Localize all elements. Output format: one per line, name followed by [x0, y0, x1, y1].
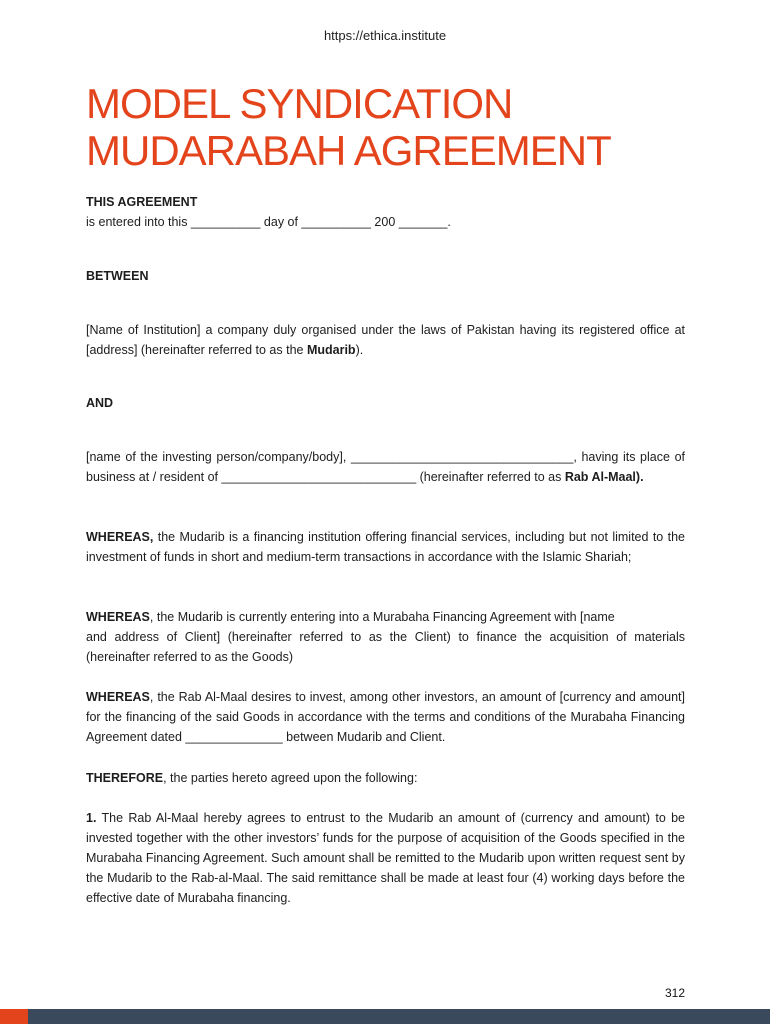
- and-label: AND: [86, 396, 114, 410]
- therefore-text: , the parties hereto agreed upon the following:: [163, 771, 418, 785]
- whereas-1-paragraph: [86, 527, 685, 567]
- party-1-paragraph: [86, 320, 685, 360]
- footer-accent: [0, 1009, 28, 1024]
- agreement-heading: THIS AGREEMENT: [86, 195, 198, 209]
- whereas-1-label: WHEREAS,: [86, 530, 154, 544]
- between-heading: [86, 266, 685, 286]
- whereas-2-paragraph: [86, 607, 685, 667]
- whereas-2-label: WHEREAS: [86, 610, 150, 624]
- party-2-term: Rab Al-Maal).: [564, 470, 644, 484]
- party-1-end: ).: [355, 343, 364, 357]
- whereas-3-label: WHEREAS: [86, 690, 150, 704]
- document-title: [86, 80, 611, 174]
- whereas-2-line-1: , the Mudarib is currently entering into a Murabaha Financing Agreement with [name: [149, 610, 615, 624]
- party-2-text: [name of the investing person/company/body], ________________________________, having its place of business at / resident of ____________________________ (hereinafter referred to as: [86, 450, 685, 484]
- title-line-2: MUDARABAH AGREEMENT: [86, 127, 611, 174]
- whereas-3-text: , the Rab Al-Maal desires to invest, among other investors, an amount of [currency and amount] for the financing of the said Goods in accordance with the terms and conditions of the Murabaha Financing Agreement dated ______________ between Mudarib and Client.: [86, 690, 685, 744]
- page-number: 312: [664, 986, 685, 1000]
- agreement-intro: [86, 192, 685, 232]
- whereas-2-rest: and address of Client] (hereinafter referred to as the Client) to finance the acquisition of materials (hereinafter referred to as the Goods): [86, 630, 685, 664]
- party-2-paragraph: [86, 447, 685, 487]
- clause-1-number: 1.: [86, 811, 97, 825]
- party-1-text: [Name of Institution] a company duly organised under the laws of Pakistan having its registered office at [address] (hereinafter referred to as the: [86, 323, 685, 357]
- and-heading: [86, 393, 685, 413]
- therefore-paragraph: [86, 768, 685, 788]
- source-url: https://ethica.institute: [323, 28, 447, 43]
- clause-1-paragraph: [86, 808, 685, 908]
- footer-bar: [0, 1009, 770, 1024]
- agreement-date-line: is entered into this __________ day of __________ 200 _______.: [86, 215, 451, 229]
- therefore-label: THEREFORE: [86, 771, 164, 785]
- between-label: BETWEEN: [86, 269, 149, 283]
- party-1-term: Mudarib: [306, 343, 356, 357]
- whereas-3-paragraph: [86, 687, 685, 747]
- whereas-1-text: the Mudarib is a financing institution offering financial services, including but not limited to the investment of funds in short and medium-term transactions in accordance with the Islamic Shariah;: [86, 530, 685, 564]
- clause-1-text: The Rab Al-Maal hereby agrees to entrust to the Mudarib an amount of (currency and amount) to be invested together with the other investors’ funds for the purpose of acquisition of the Goods specified in the Murabaha Financing Agreement. Such amount shall be remitted to the Mudarib upon written request sent by the Mudarib to the Rab-al-Maal. The said remittance shall be made at least four (4) working days before the effective date of Murabaha financing.: [86, 811, 685, 905]
- title-line-1: MODEL SYNDICATION: [86, 80, 513, 127]
